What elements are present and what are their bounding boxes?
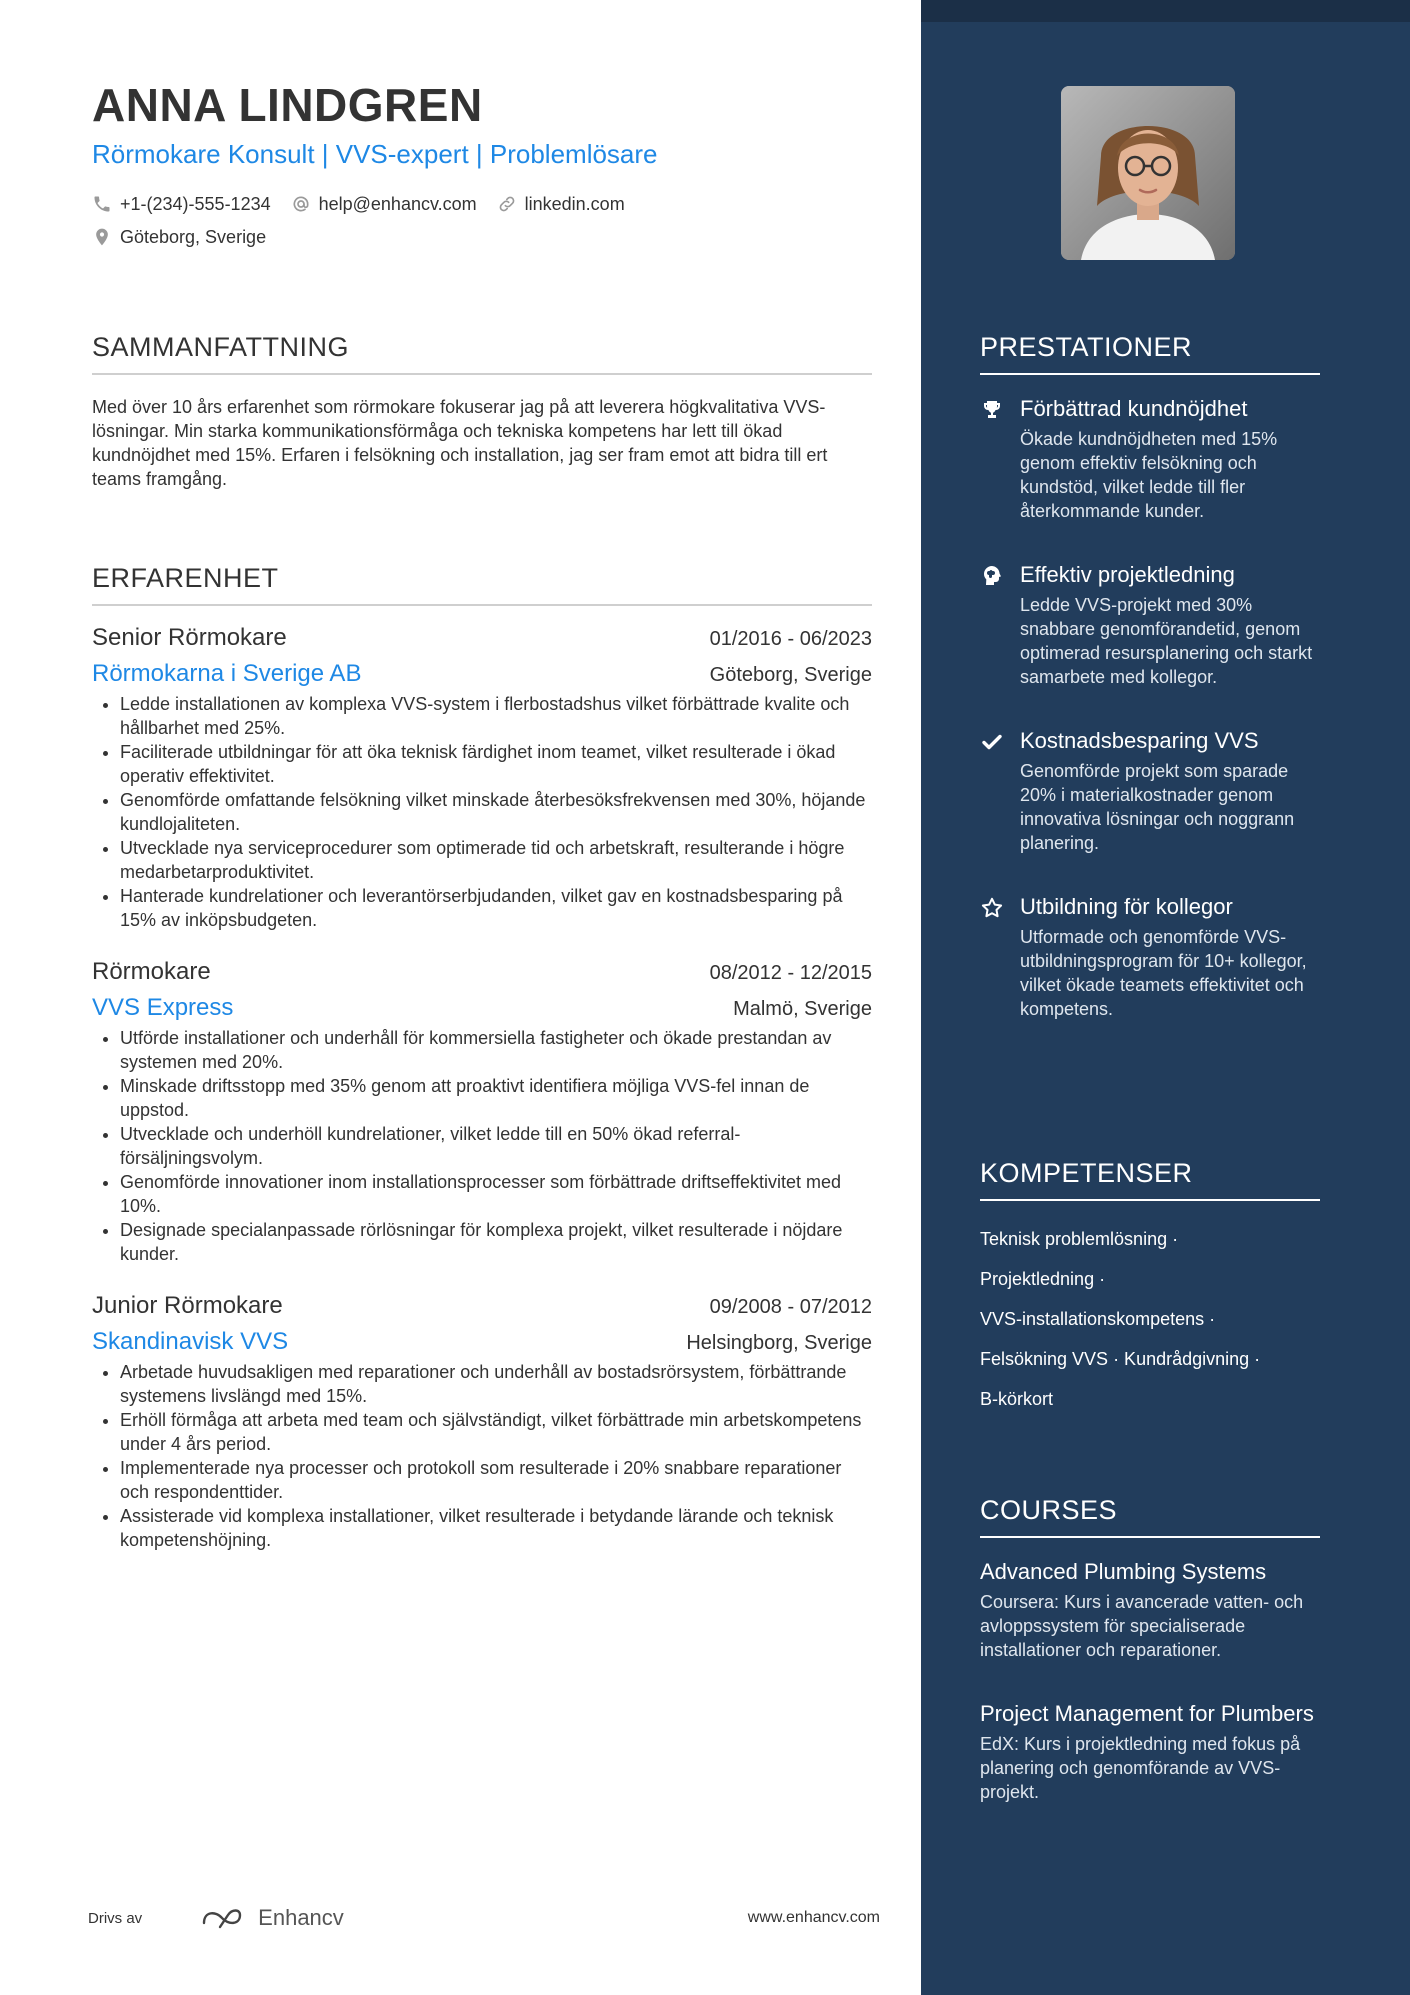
skills-title: KOMPETENSER [980,1157,1320,1201]
summary-text: Med över 10 års erfarenhet som rörmokare fokuserar jag på att leverera högkvalitativa VVS-lösningar. Min starka kommunikationsförmåga och tekniska kompetens har lett till ökad kundnöjdhet med 15%. Erfaren i felsökning och installation, jag ser fram emot att bidra till ert teams framgång. [92,397,828,490]
course-item [980,1700,1320,1804]
skill-line: Projektledning · [980,1269,1106,1290]
experience-title: ERFARENHET [92,562,872,606]
skill-line: VVS-installationskompetens · [980,1309,1216,1330]
achievement-title: Effektiv projektledning [1020,562,1235,588]
course-desc: EdX: Kurs i projektledning med fokus på planering och genomförande av VVS-projekt. [980,1734,1301,1803]
job-bullets [92,692,872,932]
course-desc: Coursera: Kurs i avancerade vatten- och avloppssystem för specialiserade installationer och reparationer. [980,1592,1304,1661]
contact-row-2 [92,221,872,254]
email-text: help@enhancv.com [318,193,477,214]
profile-photo [1061,86,1235,260]
contact-linkedin[interactable] [497,194,625,215]
achievement-item [980,727,1320,855]
job-bullet: • Designade specialanpassade rörlösningar för komplexa projekt, vilket resulterade i nöjdare kunder. [120,1218,872,1266]
footer-branding [88,1905,344,1931]
skill-line: B-körkort [980,1389,1054,1410]
achievement-title: Förbättrad kundnöjdhet [1020,396,1248,422]
achievement-body [1020,893,1320,1021]
job-location: Malmö, Sverige [733,998,872,1021]
job-location: Göteborg, Sverige [709,664,872,687]
achievement-desc: Genomförde projekt som sparade 20% i materialkostnader genom innovativa lösningar och noggrann planering. [1020,761,1295,854]
achievement-body [1020,561,1320,689]
trophy-icon [980,398,1004,422]
footer-url[interactable]: www.enhancv.com [747,1909,880,1926]
job-bullets [92,1026,872,1266]
phone-icon [92,194,112,214]
job-entry [92,958,872,1266]
courses-section [980,1494,1320,1804]
job-bullet: • Ledde installationen av komplexa VVS-system i flerbostadshus vilket förbättrade kvalite och hållbarhet med 25%. [120,692,872,740]
skills-list [980,1219,1320,1419]
job-bullet: • Utvecklade och underhöll kundrelationer, vilket ledde till en 50% ökad referral-försäljningsvolym. [120,1122,872,1170]
at-icon [291,194,311,214]
achievement-desc: Utformade och genomförde VVS-utbildningsprogram för 10+ kollegor, vilket ökade teamets effektivitet och kompetens. [1020,927,1307,1020]
brand-name: Enhancv [258,1905,344,1930]
profile-photo-illustration [1061,86,1235,260]
candidate-name: ANNA LINDGREN [92,79,483,131]
contact-phone[interactable] [92,194,271,215]
enhancv-logo[interactable] [200,1905,344,1931]
location-text: Göteborg, Sverige [120,226,267,247]
achievement-item [980,395,1320,523]
job-bullet: • Hanterade kundrelationer och leverantörserbjudanden, vilket gav en kostnadsbesparing på 15% av inköpsbudgeten. [120,884,872,932]
course-title: Project Management for Plumbers [980,1701,1314,1727]
achievement-body [1020,727,1320,855]
powered-by-text: Drivs av [88,1909,143,1927]
star-icon [980,896,1004,920]
phone-text: +1-(234)-555-1234 [120,193,271,214]
sidebar-top-band [921,0,1410,22]
contact-location [92,227,266,248]
job-header [92,1292,872,1320]
job-bullet: • Erhöll förmåga att arbeta med team och självständigt, vilket förbättrade min arbetskompetens under 4 års period. [120,1408,872,1456]
job-company: VVS Express [92,994,234,1022]
skills-section [980,1157,1320,1419]
contact-info [92,188,872,254]
job-bullet: • Utvecklade nya serviceprocedurer som optimerade tid och arbetskraft, resulterande i högre medarbetarproduktivitet. [120,836,872,884]
contact-email[interactable] [291,194,477,215]
job-bullet: • Faciliterade utbildningar för att öka teknisk färdighet inom teamet, vilket resulterade i ökad operativ effektivitet. [120,740,872,788]
job-title: Junior Rörmokare [92,1292,283,1320]
link-icon [497,194,517,214]
brain-icon [980,564,1004,588]
linkedin-text: linkedin.com [524,193,625,214]
job-dates: 09/2008 - 07/2012 [709,1296,872,1319]
location-pin-icon [92,227,112,247]
job-title: Rörmokare [92,958,211,986]
job-dates: 08/2012 - 12/2015 [709,962,872,985]
job-bullet: • Assisterade vid komplexa installationer, vilket resulterade i betydande lärande och teknisk kompetenshöjning. [120,1504,872,1552]
job-bullet: • Implementerade nya processer och protokoll som resulterade i 20% snabbare reparationer och respondenttider. [120,1456,872,1504]
achievement-title: Kostnadsbesparing VVS [1020,728,1259,754]
course-title: Advanced Plumbing Systems [980,1559,1267,1585]
achievements-section [980,331,1320,1021]
achievement-desc: Ledde VVS-projekt med 30% snabbare genomförandetid, genom optimerad resursplanering och starkt samarbete med kollegor. [1020,595,1313,688]
job-dates: 01/2016 - 06/2023 [709,628,872,651]
skill-line: Felsökning VVS · Kundrådgivning · [980,1349,1261,1370]
job-title: Senior Rörmokare [92,624,287,652]
summary-title: SAMMANFATTNING [92,331,872,375]
achievement-body [1020,395,1320,523]
footer [88,1898,880,1938]
achievements-title: PRESTATIONER [980,331,1320,375]
job-header [92,624,872,652]
job-location: Helsingborg, Sverige [686,1332,872,1355]
summary-section [92,331,872,491]
job-entry [92,1292,872,1552]
achievement-desc: Ökade kundnöjdheten med 15% genom effektiv felsökning och kundstöd, vilket ledde till fler återkommande kunder. [1020,429,1278,522]
achievement-item [980,893,1320,1021]
job-bullet: • Arbetade huvudsakligen med reparationer och underhåll av bostadsrörsystem, förbättrande systemens livslängd med 15%. [120,1360,872,1408]
job-header [92,958,872,986]
job-bullet: • Genomförde innovationer inom installationsprocesser som förbättrade driftseffektivitet med 10%. [120,1170,872,1218]
contact-row-1 [92,188,872,221]
job-bullet: • Utförde installationer och underhåll för kommersiella fastigheter och ökade prestandan av systemen med 20%. [120,1026,872,1074]
job-company: Rörmokarna i Sverige AB [92,660,362,688]
experience-section [92,562,872,1552]
achievement-title: Utbildning för kollegor [1020,894,1233,920]
job-bullet: • Genomförde omfattande felsökning vilket minskade återbesöksfrekvensen med 30%, höjande kundlojaliteten. [120,788,872,836]
check-icon [980,730,1004,754]
job-subheader [92,1328,872,1356]
course-item [980,1558,1320,1662]
enhancv-logo-icon [200,1905,246,1931]
job-subheader [92,660,872,688]
sidebar [921,0,1410,1995]
job-subheader [92,994,872,1022]
job-bullet: • Minskade driftsstopp med 35% genom att proaktivt identifiera möjliga VVS-fel innan de uppstod. [120,1074,872,1122]
courses-title: COURSES [980,1494,1320,1538]
skill-line: Teknisk problemlösning · [980,1229,1179,1250]
job-bullets [92,1360,872,1552]
candidate-tagline: Rörmokare Konsult | VVS-expert | Problemlösare [92,138,658,169]
job-entry [92,624,872,932]
header [92,80,872,254]
achievement-item [980,561,1320,689]
job-company: Skandinavisk VVS [92,1328,289,1356]
